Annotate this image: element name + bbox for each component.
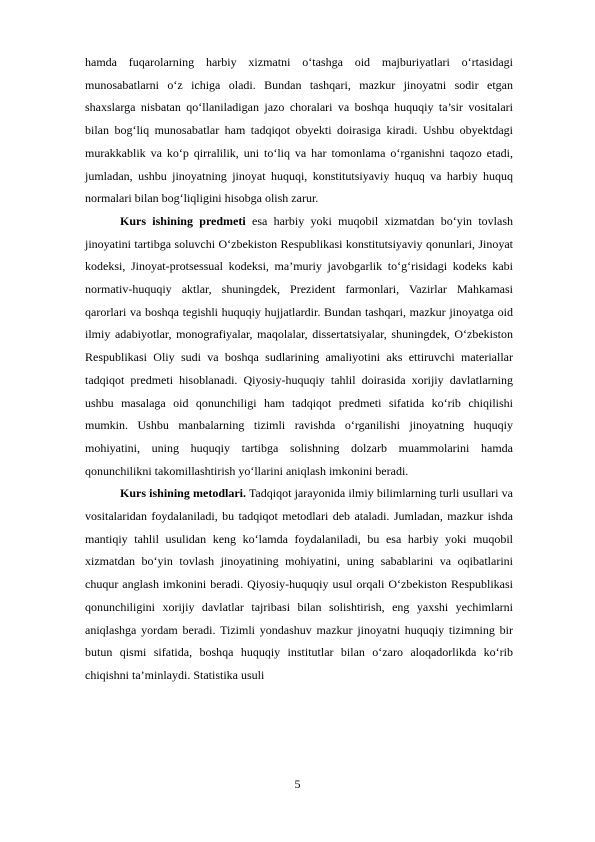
paragraph-text: hamda fuqarolarning harbiy xizmatni o‘tashga oid majburiyatlari o‘rtasidagi munosabatlarni o‘z ichiga oladi. Bundan tashqari, mazkur jinoyatni sodir etgan shaxslarga nisbatan qo‘llaniladigan jazo choralari va boshqa huquqiy ta’sir vositalari bilan bog‘liq munosabatlar ham tadqiqot obyekti doirasiga kiradi. Ushbu obyektdagi murakkablik va ko‘p qirralilik, uni to‘liq va har tomonlama o‘rganishni taqozo etadi, jumladan, ushbu jinoyatning jinoyat huquqi, konstitutsiyaviy huquq va harbiy huquq normalari bilan bog‘liqligini hisobga olish zarur. <box>85 55 513 206</box>
document-body <box>85 51 513 687</box>
paragraph-heading-methods: Kurs ishining metodlari. <box>120 486 246 501</box>
paragraph-heading-subject: Kurs ishining predmeti <box>120 213 246 228</box>
paragraph-subject <box>85 210 513 482</box>
page-number: 5 <box>294 777 301 791</box>
paragraph-text: Tadqiqot jarayonida ilmiy bilimlarning turli usullari va vositalaridan foydalaniladi, bu tadqiqot metodlari deb ataladi. Jumladan, mazkur ishda mantiqiy tahlil usulidan keng ko‘lamda foydalaniladi, bu esa harbiy yoki muqobil xizmatdan bo‘yin tovlash jinoyatining mohiyatini, uning sabablarini va oqibatlarini chuqur anglash imkonini beradi. Qiyosiy-huquqiy usul orqali O‘zbekiston Respublikasi qonunchiligini xorijiy davlatlar tajribasi bilan solishtirish, eng yaxshi yechimlarni aniqlashga yordam beradi. Tizimli yondashuv mazkur jinoyatni huquqiy tizimning bir butun qismi sifatida, boshqa huquqiy institutlar bilan o‘zaro aloqadorlikda ko‘rib chiqishni ta’minlaydi. Statistika usuli <box>85 486 513 682</box>
paragraph-methods <box>85 482 513 686</box>
paragraph-object-continuation <box>85 51 513 210</box>
paragraph-text: esa harbiy yoki muqobil xizmatdan bo‘yin tovlash jinoyatini tartibga soluvchi O‘zbekiston Respublikasi konstitutsiyaviy qonunlari, Jinoyat kodeksi, Jinoyat-protsessual kodeksi, ma’muriy javobgarlik to‘g‘risidagi kodeks kabi normativ-huquqiy aktlar, shuningdek, Prezident farmonlari, Vazirlar Mahkamasi qarorlari va boshqa tegishli huquqiy hujjatlardir. Bundan tashqari, mazkur jinoyatga oid ilmiy adabiyotlar, monografiyalar, maqolalar, dissertatsiyalar, shuningdek, O‘zbekiston Respublikasi Oliy sudi va boshqa sudlarining amaliyotini aks ettiruvchi materiallar tadqiqot predmeti hisoblanadi. Qiyosiy-huquqiy tahlil doirasida xorijiy davlatlarning ushbu masalaga oid qonunchiligi ham tadqiqot predmeti sifatida ko‘rib chiqilishi mumkin. Ushbu manbalarning tizimli ravishda o‘rganilishi jinoyatning huquqiy mohiyatini, uning huquqiy tartibga solishning dolzarb muammolarini hamda qonunchilikni takomillashtirish yo‘llarini aniqlash imkonini beradi. <box>85 213 513 478</box>
